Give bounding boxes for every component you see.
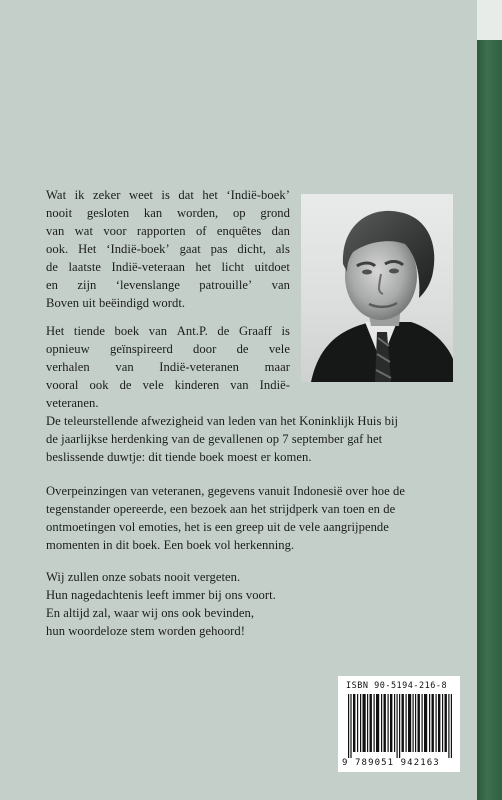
text-line: Wat ik zeker weet is dat het ‘Indië-boek’ [46, 188, 290, 202]
text-line: van wat voor rapporten of enquêtes dan [46, 224, 290, 238]
text-line: Het tiende boek van Ant.P. de Graaff is [46, 324, 290, 338]
text-line: de laatste Indië-veteraan het licht uitdoet [46, 260, 290, 274]
poem-line: En altijd zal, waar wij ons ook bevinden, [46, 606, 255, 620]
text-line: ontmoetingen vol emoties, het is een greep uit de vele aangrijpende [46, 520, 389, 534]
blurb-paragraph-4 [46, 482, 454, 554]
text-line: De teleurstellende afwezigheid van leden van het Koninklijk Huis bij [46, 414, 399, 428]
poem-line: Hun nagedachtenis leeft immer bij ons voort. [46, 588, 276, 602]
text-line: beslissende duwtje: dit tiende boek moest er komen. [46, 450, 312, 464]
text-line: opnieuw geïnspireerd door de vele [46, 342, 290, 356]
cover-edge [477, 0, 502, 40]
barcode-box [338, 676, 460, 772]
poem-line: hun woordeloze stem worden gehoord! [46, 624, 245, 638]
isbn-label: ISBN 90-5194-216-8 [346, 681, 448, 691]
barcode-icon [348, 694, 452, 758]
poem-line: Wij zullen onze sobats nooit vergeten. [46, 570, 241, 584]
text-line: de jaarlijkse herdenking van de gevallenen op 7 september gaf het [46, 432, 383, 446]
ean-number: 9 789051 942163 [342, 758, 440, 768]
text-line: Boven uit beëindigd wordt. [46, 296, 186, 310]
author-photo [301, 194, 453, 382]
text-line: tegenstander opereerde, een bezoek aan het strijdperk van toen en de [46, 502, 396, 516]
blurb-paragraph-2 [46, 322, 290, 412]
blurb-paragraph-1 [46, 186, 290, 312]
text-line: veteranen. [46, 396, 99, 410]
text-line: verhalen van Indië-veteranen maar [46, 360, 290, 374]
text-line: ook. Het ‘Indië-boek’ gaat pas dicht, als [46, 242, 290, 256]
closing-poem [46, 568, 454, 640]
text-line: Overpeinzingen van veteranen, gegevens vanuit Indonesië over hoe de [46, 484, 405, 498]
text-line: momenten in dit boek. Een boek vol herkenning. [46, 538, 295, 552]
text-line: en zijn ‘levenslange patrouille’ van [46, 278, 290, 292]
text-line: nooit gesloten kan worden, op grond [46, 206, 290, 220]
text-line: vooral ook de vele kinderen van Indië- [46, 378, 290, 392]
spine-stripe [477, 40, 502, 800]
blurb-paragraph-3 [46, 412, 454, 466]
